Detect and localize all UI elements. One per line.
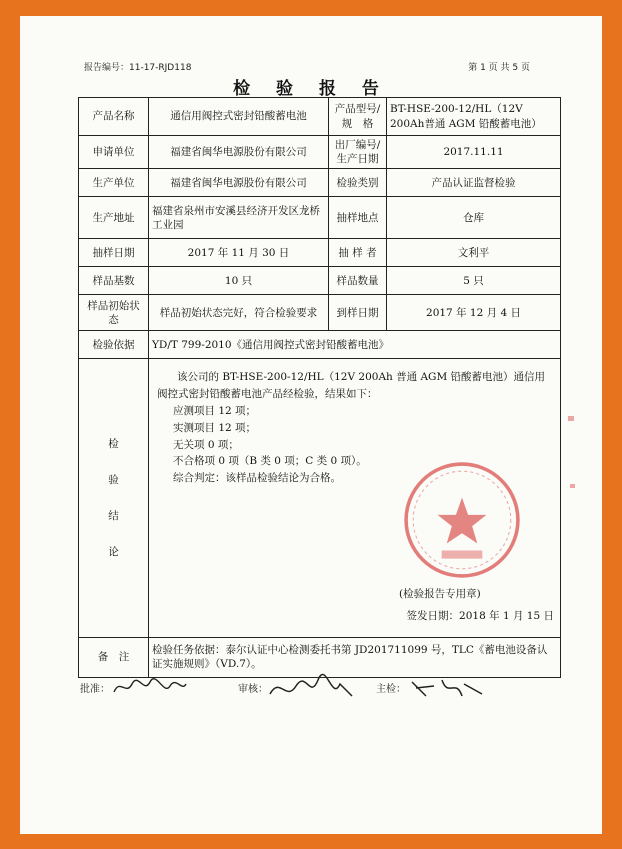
report-table bbox=[78, 97, 561, 678]
serial-label: 出厂编号/生产日期 bbox=[329, 136, 387, 169]
sampler-value: 文利平 bbox=[387, 239, 561, 267]
main-inspector-signature-icon bbox=[406, 674, 486, 702]
sample-place-label: 抽样地点 bbox=[329, 197, 387, 239]
conclusion-label bbox=[79, 359, 149, 638]
conclusion-body bbox=[149, 359, 561, 638]
sign-date: 签发日期：2018 年 1 月 15 日 bbox=[406, 609, 554, 622]
qty-label: 样品数量 bbox=[329, 267, 387, 295]
conclusion-label-char: 论 bbox=[108, 546, 119, 559]
state-label: 样品初始状 态 bbox=[79, 295, 149, 331]
sample-place-value: 仓库 bbox=[387, 197, 561, 239]
model-label: 产品型号/规 格 bbox=[329, 98, 387, 136]
category-value: 产品认证监督检验 bbox=[387, 169, 561, 197]
sampler-label: 抽 样 者 bbox=[329, 239, 387, 267]
product-name-value: 通信用阀控式密封铅酸蓄电池 bbox=[149, 98, 329, 136]
report-number: 报告编号：11-17-RJD118 bbox=[84, 63, 192, 73]
category-label: 检验类别 bbox=[329, 169, 387, 197]
manufacturer-value: 福建省闽华电源股份有限公司 bbox=[149, 169, 329, 197]
page-indicator: 第 1 页 共 5 页 bbox=[468, 63, 530, 73]
state-value: 样品初始状态完好，符合检验要求 bbox=[149, 295, 329, 331]
remarks-label: 备 注 bbox=[79, 637, 149, 677]
remarks-value: 检验任务依据：泰尔认证中心检测委托书第 JD201711099 号，TLC《蓄电池设备认证实施规则》（VD.7）。 bbox=[149, 637, 561, 677]
sample-date-value: 2017 年 11 月 30 日 bbox=[149, 239, 329, 267]
manufacturer-label: 生产单位 bbox=[79, 169, 149, 197]
reviewer-label: 审核： bbox=[238, 684, 268, 695]
product-name-label: 产品名称 bbox=[79, 98, 149, 136]
red-mark bbox=[568, 416, 574, 421]
base-label: 样品基数 bbox=[79, 267, 149, 295]
basis-label: 检验依据 bbox=[79, 331, 149, 359]
report-page bbox=[20, 16, 602, 834]
approver-label: 批准： bbox=[80, 684, 110, 695]
main-inspector-label: 主检： bbox=[376, 684, 406, 695]
address-value: 福建省泉州市安溪县经济开发区龙桥工业园 bbox=[149, 197, 329, 239]
applicant-label: 申请单位 bbox=[79, 136, 149, 169]
conclusion-item: 综合判定：该样品检验结论为合格。 bbox=[173, 472, 341, 485]
address-label: 生产地址 bbox=[79, 197, 149, 239]
approver-signature-icon bbox=[110, 674, 190, 700]
base-value: 10 只 bbox=[149, 267, 329, 295]
qty-value: 5 只 bbox=[387, 267, 561, 295]
conclusion-item: 应测项目 12 项； bbox=[173, 404, 257, 417]
page-title: 检 验 报 告 bbox=[233, 79, 389, 99]
model-value: BT-HSE-200-12/HL（12V 200Ah普通 AGM 铅酸蓄电池） bbox=[387, 98, 561, 136]
serial-value: 2017.11.11 bbox=[387, 136, 561, 169]
reviewer-signature-icon bbox=[266, 674, 356, 704]
basis-value: YD/T 799-2010《通信用阀控式密封铅酸蓄电池》 bbox=[149, 331, 561, 359]
conclusion-intro: 该公司的 BT-HSE-200-12/HL（12V 200Ah 普通 AGM 铅酸蓄电池）通信用阀控式密封铅酸蓄电池产品经检验，结果如下： bbox=[157, 371, 546, 401]
conclusion-label-char: 检 bbox=[108, 437, 119, 450]
conclusion-item: 实测项目 12 项； bbox=[173, 421, 257, 434]
seal-label: (检验报告专用章) bbox=[399, 587, 481, 600]
conclusion-item: 无关项 0 项； bbox=[173, 438, 239, 451]
sample-date-label: 抽样日期 bbox=[79, 239, 149, 267]
conclusion-label-char: 结 bbox=[108, 510, 119, 523]
applicant-value: 福建省闽华电源股份有限公司 bbox=[149, 136, 329, 169]
red-mark bbox=[570, 484, 575, 488]
arrival-value: 2017 年 12 月 4 日 bbox=[387, 295, 561, 331]
arrival-label: 到样日期 bbox=[329, 295, 387, 331]
official-seal-icon bbox=[401, 459, 523, 581]
conclusion-label-char: 验 bbox=[108, 473, 119, 486]
conclusion-item: 不合格项 0 项（B 类 0 项；C 类 0 项）。 bbox=[173, 455, 367, 468]
